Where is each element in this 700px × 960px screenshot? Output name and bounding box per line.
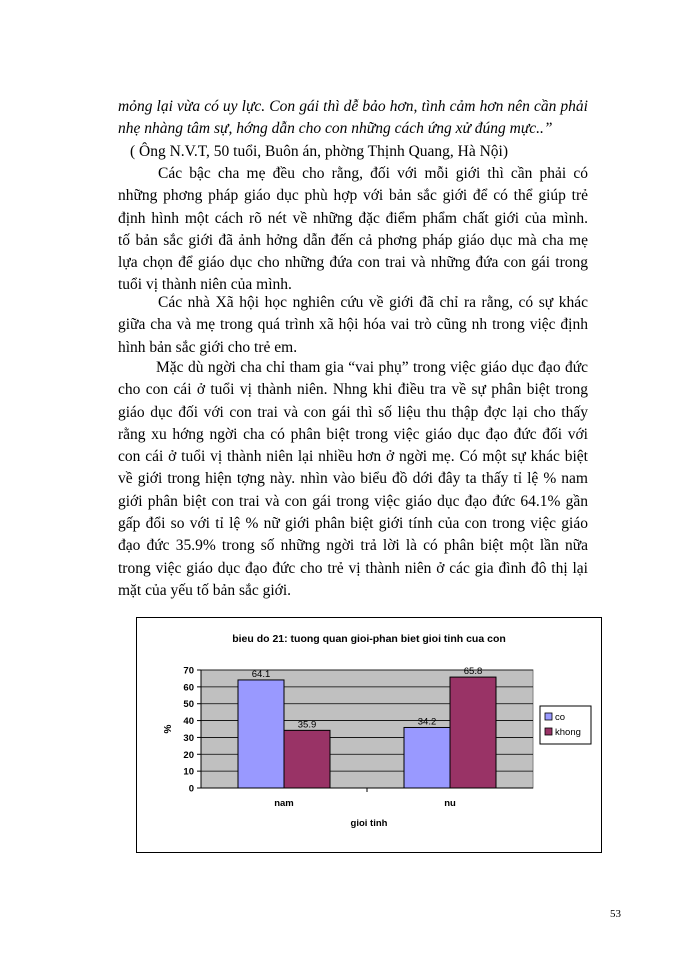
quote-block (118, 96, 588, 163)
legend-label-khong: khong (555, 727, 581, 738)
y-axis-title: % (163, 724, 174, 734)
paragraph-line: hình bản sắc giới cho trẻ em. (118, 338, 298, 356)
paragraph-line: Các bậc cha mẹ đều cho rằng, đối với mỗi giới thì cần phải có (158, 165, 588, 182)
paragraph-line: lựa chọn để giáo dục cho những đứa con trai và những đứa con gái trong (118, 254, 588, 272)
x-tick-label: nu (444, 798, 456, 809)
paragraph-line: cho con cái ở tuổi vị thành niên. Nhng khi điều tra về sự phân biệt trong (118, 381, 588, 399)
data-label: 65.8 (463, 666, 483, 678)
paragraph-line: tuổi vị thành niên của mình. (118, 276, 292, 294)
legend-box (540, 706, 591, 744)
legend-label-co: co (555, 712, 566, 723)
paragraph-line: giới phân biệt con trai và con gái trong việc giáo dục đạo đức 64.1% gần (118, 492, 588, 510)
legend-swatch-khong (545, 728, 552, 735)
bar-co-nu (404, 727, 450, 788)
bar-khong-nu (450, 677, 496, 788)
y-tick-label: 30 (183, 732, 194, 744)
legend-swatch-co (545, 713, 552, 720)
bar-co-nam (238, 680, 284, 788)
data-label: 35.9 (297, 719, 317, 731)
quote-attribution: ( Ông N.V.T, 50 tuổi, Buôn án, phờng Thịnh Quang, Hà Nội) (130, 142, 509, 160)
data-label: 64.1 (251, 668, 271, 680)
y-tick-label: 40 (183, 716, 194, 728)
x-tick-label: nam (274, 798, 294, 809)
paragraph-3 (118, 357, 588, 602)
paragraph-line: những phơng pháp giáo dục phù hợp với bản sắc giới để có thể giúp trẻ (118, 187, 588, 205)
y-tick-label: 0 (188, 783, 194, 795)
quote-line: mỏng lại vừa có uy lực. Con gái thì dễ bảo hơn, tình cảm hơn nên cần phải (118, 98, 588, 115)
paragraph-1 (118, 163, 588, 297)
paragraph-line: Các nhà Xã hội học nghiên cứu về giới đã chỉ ra rằng, có sự khác (158, 294, 588, 311)
paragraph-line: rằng xu hớng ngời cha có phân biệt trong việc giáo dục đạo đức đối với (118, 425, 588, 443)
y-tick-label: 50 (183, 699, 194, 711)
quote-line: nhẹ nhàng tâm sự, hớng dẫn cho con những cách ứng xử đúng mực..” (118, 120, 553, 138)
paragraph-line: giáo dục đối với con trai và con gái thì số liệu thu thập đợc lại cho thấy (118, 403, 588, 421)
paragraph-line: định hình một cách rõ nét về những đặc điểm phẩm chất giới của mình. (118, 209, 588, 227)
bar-chart (136, 617, 602, 853)
paragraph-line: đạo đức 35.9% trong số những ngời trả lời là có phân biệt một lần nữa (118, 537, 588, 555)
y-tick-label: 60 (183, 682, 194, 694)
page-number: 53 (610, 908, 621, 920)
x-axis-title: gioi tinh (350, 818, 388, 829)
paragraph-line: trong việc giáo dục đạo đức cho trẻ vị thành niên ở các gia đình đô thị lại (118, 559, 588, 577)
paragraph-line: tố bản sắc giới đã ảnh hởng dẫn đến cả phơng pháp giáo dục mà cha mẹ (118, 231, 588, 249)
paragraph-line: Mặc dù ngời cha chỉ tham gia “vai phụ” trong việc giáo dục đạo đức (156, 359, 588, 376)
y-tick-label: 20 (183, 749, 194, 761)
paragraph-line: gấp đổi so với tỉ lệ % nữ giới phân biệt giới tính của con trong việc giáo (118, 515, 588, 533)
data-label: 34.2 (417, 716, 437, 728)
paragraph-line: mặt của yếu tố bản sắc giới. (118, 581, 292, 599)
y-tick-label: 70 (183, 665, 194, 677)
chart-svg (137, 618, 601, 852)
y-tick-label: 10 (183, 766, 194, 778)
paragraph-2 (118, 292, 588, 359)
paragraph-line: con cái ở tuổi vị thành niên lại nhiều hơn ở ngời mẹ. Có một sự khác biệt (118, 448, 588, 466)
bar-khong-nam (284, 730, 330, 788)
chart-title: bieu do 21: tuong quan gioi-phan biet gioi tinh cua con (232, 633, 506, 645)
paragraph-line: về giới trong hiện tợng này. nhìn vào biểu đồ dới đây ta thấy tỉ lệ % nam (118, 470, 588, 488)
paragraph-line: giữa cha và mẹ trong quá trình xã hội hóa vai trò cũng nh trong việc định (118, 316, 588, 334)
